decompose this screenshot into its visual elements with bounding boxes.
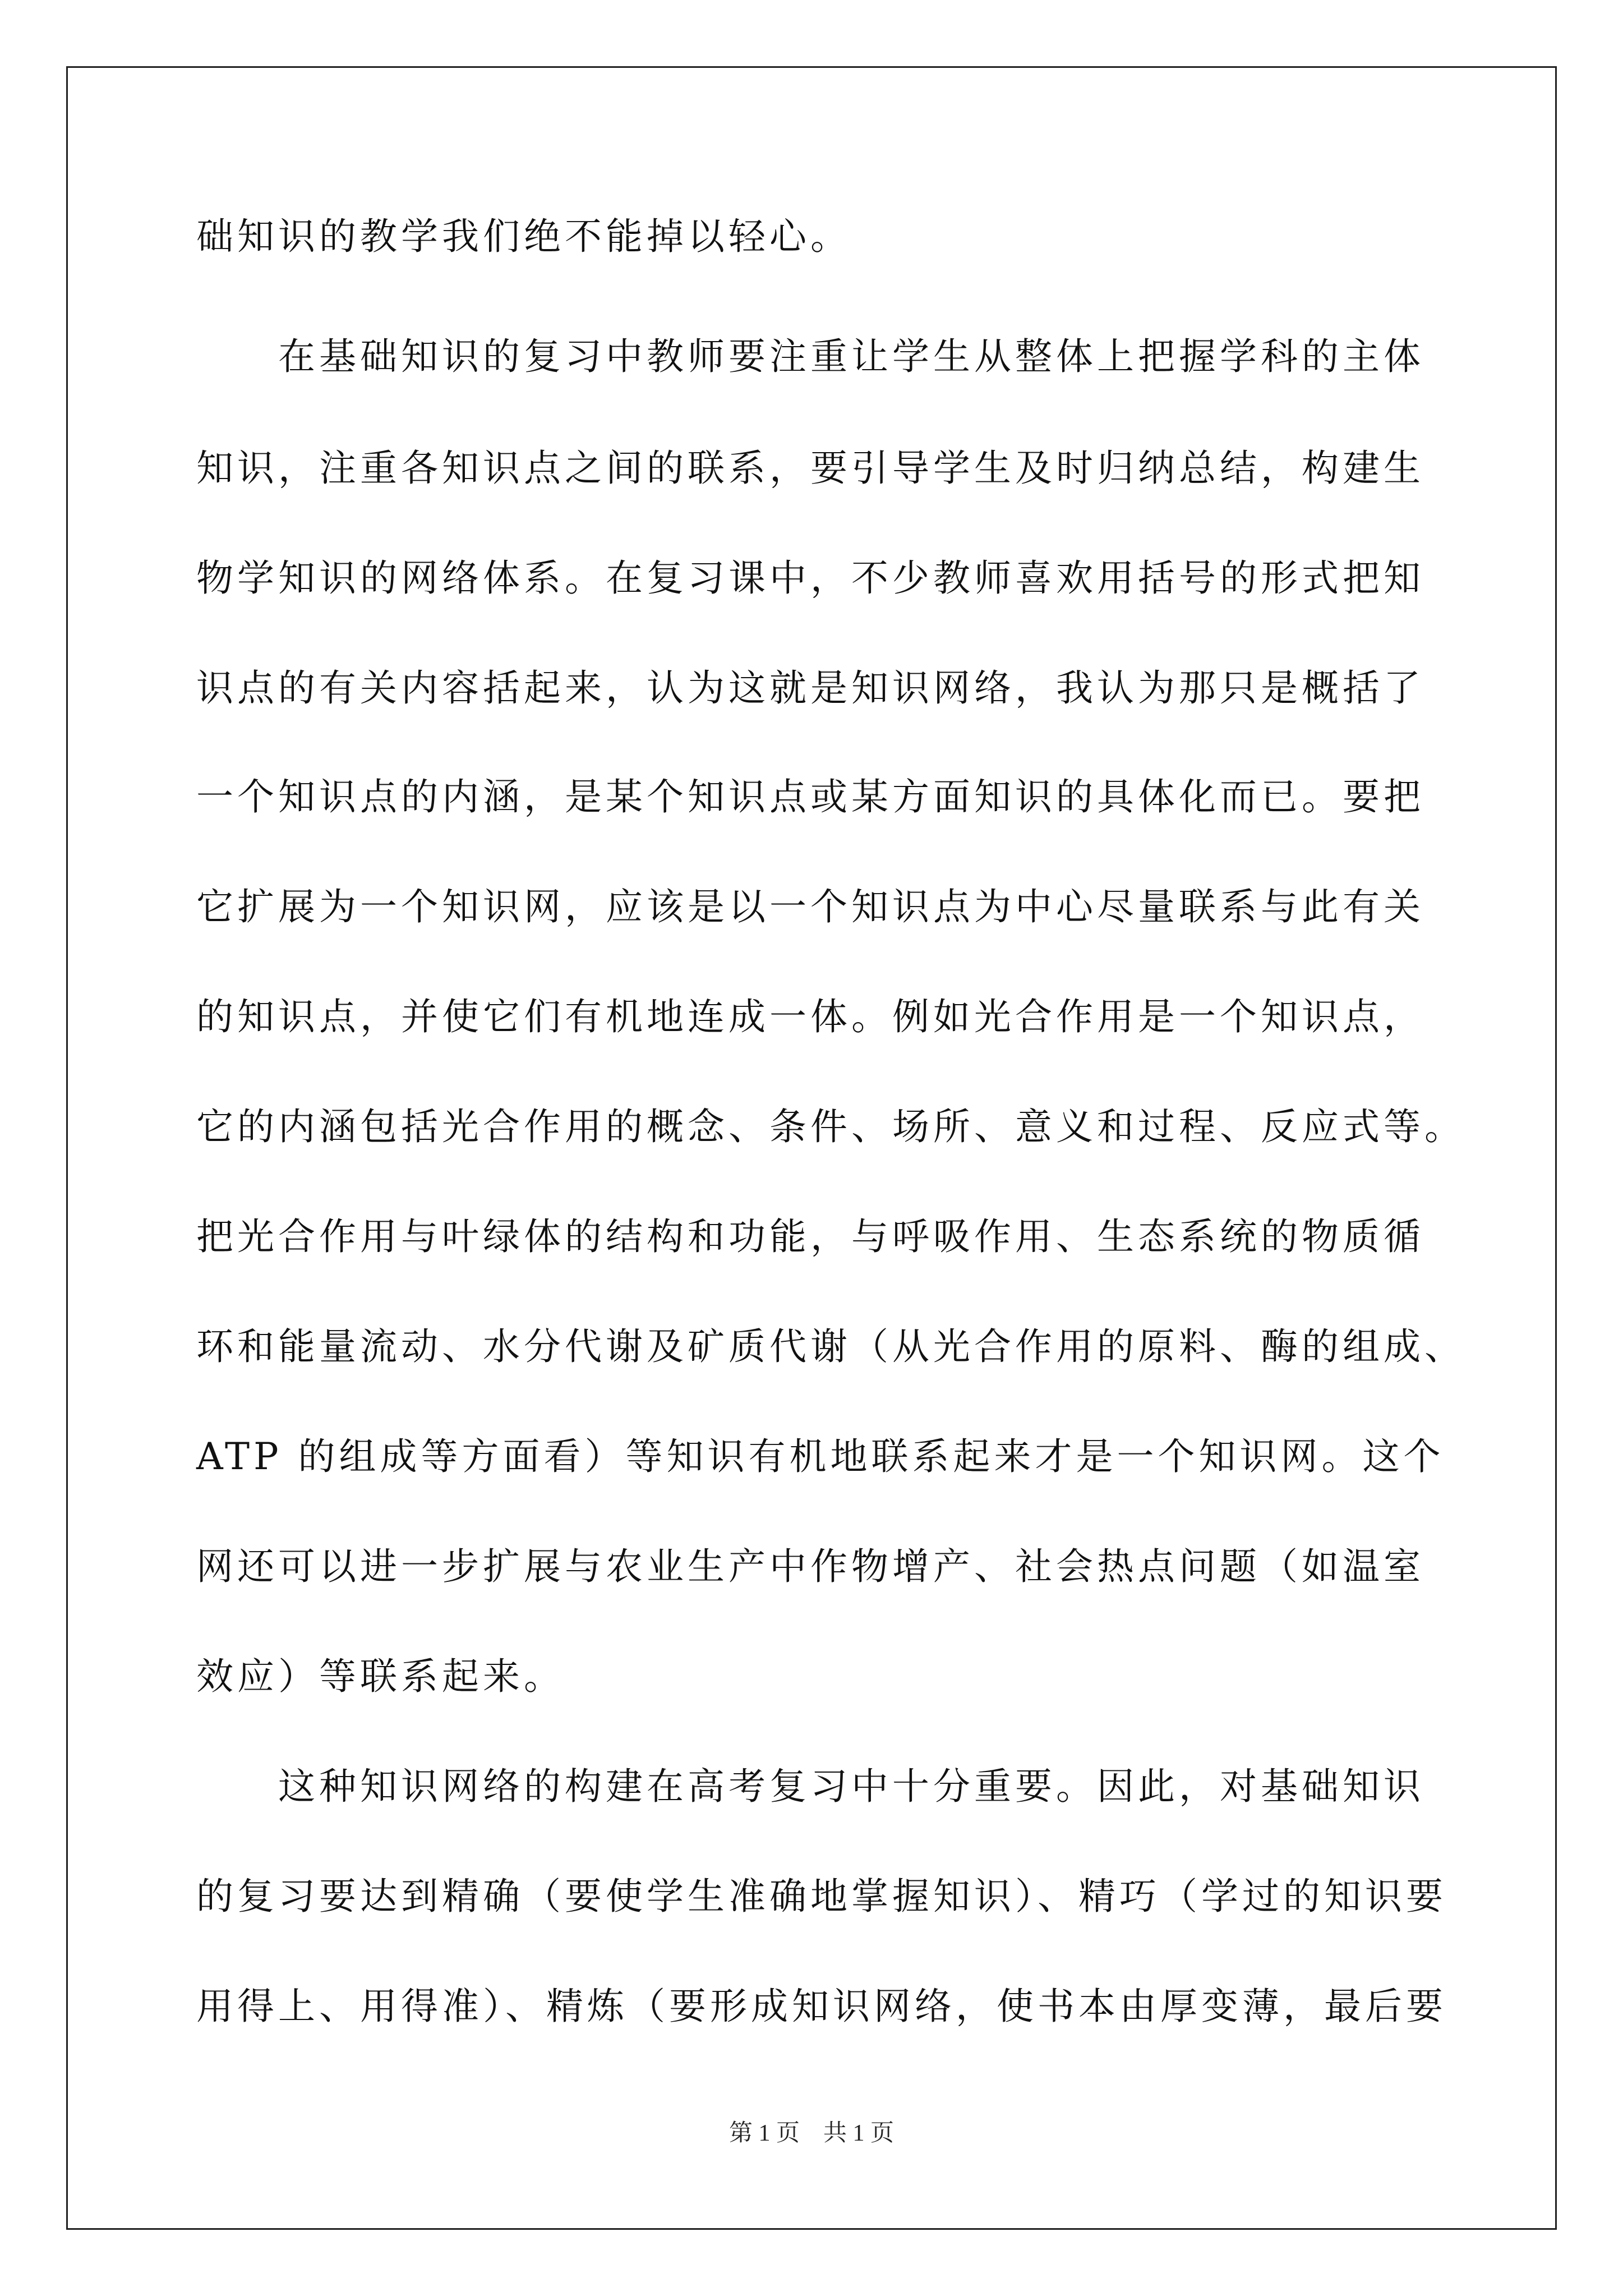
text-line-12: ATP 的组成等方面看）等知识有机地联系起来才是一个知识网。这个 (196, 1435, 1445, 1478)
text-line-5: 识点的有关内容括起来，认为这就是知识网络，我认为那只是概括了 (196, 666, 1424, 710)
text-line-7: 它扩展为一个知识网，应该是以一个知识点为中心尽量联系与此有关 (196, 885, 1424, 928)
text-line-16: 的复习要达到精确（要使学生准确地掌握知识）、精巧（学过的知识要 (196, 1875, 1447, 1918)
text-line-6: 一个知识点的内涵，是某个知识点或某方面知识的具体化而已。要把 (196, 775, 1424, 818)
page-number-footer: 第 1 页 共 1 页 (728, 2120, 894, 2146)
text-line-15: 这种知识网络的构建在高考复习中十分重要。因此，对基础知识 (196, 1765, 1424, 1808)
text-line-10: 把光合作用与叶绿体的结构和功能，与呼吸作用、生态系统的物质循 (196, 1215, 1424, 1258)
text-line-17: 用得上、用得准）、精炼（要形成知识网络，使书本由厚变薄，最后要 (196, 1985, 1447, 2028)
text-line-4: 物学知识的网络体系。在复习课中，不少教师喜欢用括号的形式把知 (196, 556, 1424, 600)
text-line-13: 网还可以进一步扩展与农业生产中作物增产、社会热点问题（如温室 (196, 1545, 1424, 1588)
text-line-11: 环和能量流动、水分代谢及矿质代谢（从光合作用的原料、酶的组成、 (196, 1325, 1465, 1368)
text-line-3: 知识，注重各知识点之间的联系，要引导学生及时归纳总结，构建生 (196, 447, 1424, 490)
text-line-1: 础知识的教学我们绝不能掉以轻心。 (196, 215, 851, 258)
text-line-14: 效应）等联系起来。 (196, 1655, 565, 1698)
text-line-2: 在基础知识的复习中教师要注重让学生从整体上把握学科的主体 (196, 335, 1424, 378)
text-line-9: 它的内涵包括光合作用的概念、条件、场所、意义和过程、反应式等。 (196, 1105, 1465, 1148)
text-line-8: 的知识点，并使它们有机地连成一体。例如光合作用是一个知识点， (196, 995, 1424, 1038)
